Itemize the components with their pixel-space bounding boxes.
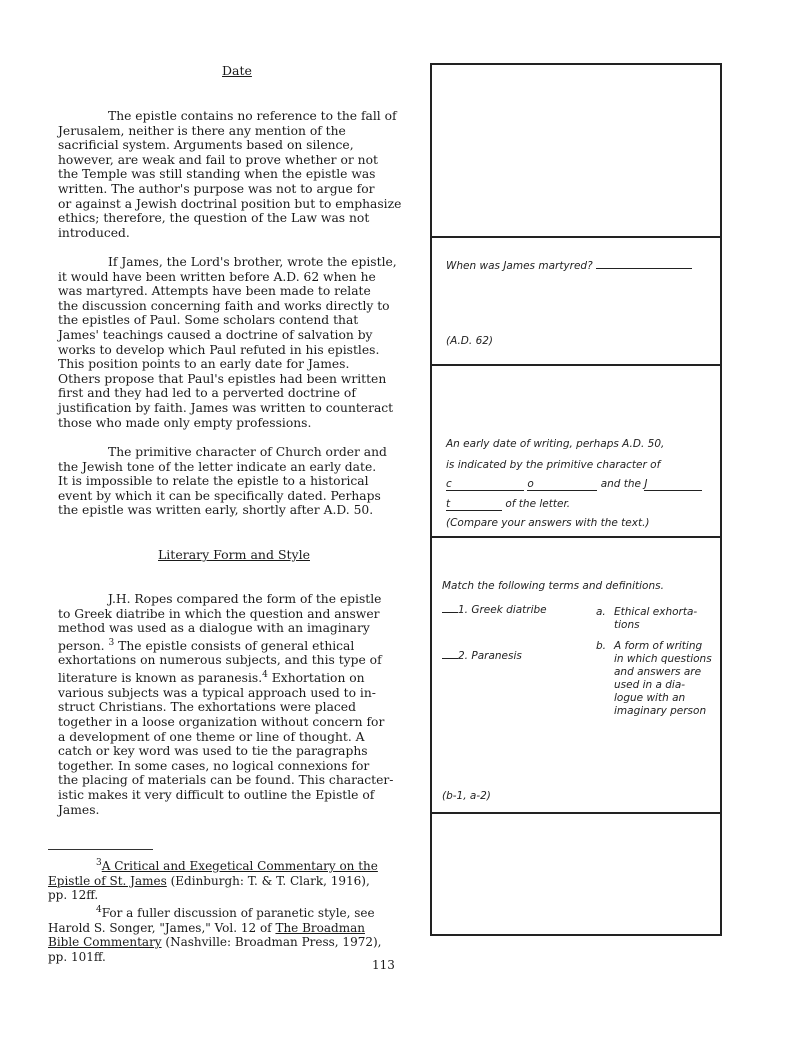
text-run: of the letter. xyxy=(505,498,571,510)
date-paragraph-1 xyxy=(58,109,433,240)
text-run: (Nashville: Broadman Press, 1972), xyxy=(165,935,382,949)
text-line: the Jewish tone of the letter indicate an early date. xyxy=(58,459,377,474)
text-line: istic makes it very difficult to outline the Epistle of xyxy=(58,787,375,802)
blank-letter: o xyxy=(527,478,534,490)
text-run: and the xyxy=(600,478,642,490)
question-line xyxy=(446,478,710,491)
answer-text: (Compare your answers with the text.) xyxy=(446,517,650,529)
footnote-line xyxy=(48,856,410,874)
answer-blank[interactable] xyxy=(442,612,458,613)
text-line: introduced. xyxy=(58,225,130,240)
def-a-line: tions xyxy=(614,619,640,631)
text-line: the epistle was written early, shortly after A.D. 50. xyxy=(58,503,374,518)
footnote-number: 3 xyxy=(96,858,102,868)
footnote-4 xyxy=(48,903,410,964)
def-b-line: in which questions xyxy=(614,653,712,665)
text-line: The primitive character of Church order and xyxy=(108,445,387,459)
footnote-line xyxy=(48,921,410,936)
blank-o[interactable] xyxy=(527,478,597,491)
answer-text: (A.D. 62) xyxy=(446,335,494,347)
text-run: literature is known as paranesis. xyxy=(58,671,263,686)
blank-letter: t xyxy=(446,498,451,510)
text-line: to Greek diatribe in which the question and answer xyxy=(58,606,380,621)
text-line: together in a loose organization without concern for xyxy=(58,714,385,729)
text-line: event by which it can be specifically dated. Perhaps xyxy=(58,488,381,503)
panel-empty-bottom xyxy=(430,812,722,936)
text-line: it would have been written before A.D. 62 when he xyxy=(58,269,376,284)
text-line: exhortations on numerous subjects, and this type of xyxy=(58,653,382,668)
text-line: first and they had led to a perverted doctrine of xyxy=(58,386,356,401)
text-line: the epistles of Paul. Some scholars contend that xyxy=(58,313,359,328)
text-line: the placing of materials can be found. This character- xyxy=(58,773,394,788)
question-text xyxy=(446,260,710,272)
answer-blank[interactable] xyxy=(596,268,692,269)
panel-question-3 xyxy=(430,536,722,814)
question-line: An early date of writing, perhaps A.D. 50, xyxy=(446,438,665,450)
blank-t[interactable] xyxy=(446,498,502,511)
text-line: This position points to an early date for James. xyxy=(58,357,350,372)
text-line: ethics; therefore, the question of the Law was not xyxy=(58,211,370,226)
term-2 xyxy=(442,650,522,662)
question-line xyxy=(446,498,710,511)
text-run: When was James martyred? xyxy=(446,260,593,272)
text-line: struct Christians. The exhortations were placed xyxy=(58,700,356,715)
footnote-line xyxy=(48,935,410,950)
def-a-line: Ethical exhorta- xyxy=(614,606,698,618)
blank-c[interactable] xyxy=(446,478,524,491)
book-title: Epistle of St. James xyxy=(48,873,167,888)
date-heading: Date xyxy=(222,63,252,78)
text-line: those who made only empty professions. xyxy=(58,415,312,430)
term-1 xyxy=(442,604,547,616)
footnote-rule xyxy=(48,849,153,850)
text-line: J.H. Ropes compared the form of the epistle xyxy=(108,592,382,606)
def-b-line: logue with an xyxy=(614,692,686,704)
text-run: The epistle consists of general ethical xyxy=(118,638,355,653)
text-line: the discussion concerning faith and works directly to xyxy=(58,298,390,313)
panel-question-1 xyxy=(430,236,722,366)
book-title: Bible Commentary xyxy=(48,935,162,949)
text-line: however, are weak and fail to prove whether or not xyxy=(58,152,378,167)
footnote-line xyxy=(48,903,410,921)
text-run: Harold S. Songer, "James," Vol. 12 of xyxy=(48,920,272,935)
text-line: Jerusalem, neither is there any mention of the xyxy=(58,123,346,138)
text-run: For a fuller discussion of paranetic style, see xyxy=(101,906,375,920)
text-line: method was used as a dialogue with an imaginary xyxy=(58,621,370,636)
text-line: justification by faith. James was written to counteract xyxy=(58,400,394,415)
text-line: If James, the Lord's brother, wrote the epistle, xyxy=(108,255,397,269)
blank-letter: c xyxy=(446,478,452,490)
def-a-label: a. xyxy=(596,606,606,618)
def-b-label: b. xyxy=(596,640,607,652)
text-line: a development of one theme or line of thought. A xyxy=(58,729,365,744)
text-run: person. xyxy=(58,638,105,653)
text-line: written. The author's purpose was not to argue for xyxy=(58,181,375,196)
footnote-line: pp. 12ff. xyxy=(48,888,99,902)
text-line: James' teachings caused a doctrine of salvation by xyxy=(58,327,373,342)
def-b-line: used in a dia- xyxy=(614,679,686,691)
panel-empty-top xyxy=(430,63,722,238)
text-line: or against a Jewish doctrinal position but to emphasize xyxy=(58,196,402,211)
footnote-ref-3: 3 xyxy=(108,637,115,648)
answer-blank[interactable] xyxy=(442,658,458,659)
page-number: 113 xyxy=(372,958,395,972)
literary-heading: Literary Form and Style xyxy=(158,547,310,562)
date-paragraph-2 xyxy=(58,255,433,430)
panel-question-2 xyxy=(430,364,722,538)
text-line xyxy=(58,636,433,654)
footnote-3 xyxy=(48,856,410,903)
instruction-text: Match the following terms and definitions. xyxy=(442,580,664,592)
text-line: catch or key word was used to tie the paragraphs xyxy=(58,744,368,759)
question-line: is indicated by the primitive character of xyxy=(446,459,661,471)
term-label: 1. Greek diatribe xyxy=(458,604,547,616)
book-title: The Broadman xyxy=(275,920,365,935)
footnote-line xyxy=(48,874,410,889)
text-line: Others propose that Paul's epistles had been written xyxy=(58,371,387,386)
def-b-line: and answers are xyxy=(614,666,702,678)
def-b-line: A form of writing xyxy=(614,640,703,652)
text-line: James. xyxy=(58,802,100,817)
blank-j[interactable] xyxy=(644,478,702,491)
literary-paragraph xyxy=(58,592,433,817)
text-line: The epistle contains no reference to the fall of xyxy=(108,109,397,123)
def-b-line: imaginary person xyxy=(614,705,707,717)
blank-letter: J xyxy=(644,478,648,490)
footnote-number: 4 xyxy=(96,905,102,915)
answer-text: (b-1, a-2) xyxy=(442,790,491,802)
date-paragraph-3 xyxy=(58,445,433,518)
text-line: various subjects was a typical approach used to in- xyxy=(58,685,376,700)
footnote-ref-4: 4 xyxy=(262,670,268,681)
text-line: It is impossible to relate the epistle to a historical xyxy=(58,474,369,489)
text-run: Exhortation on xyxy=(271,671,365,686)
book-title: A Critical and Exegetical Commentary on the xyxy=(101,859,378,873)
text-line: the Temple was still standing when the epistle was xyxy=(58,167,376,182)
text-line: sacrificial system. Arguments based on silence, xyxy=(58,138,354,153)
term-label: 2. Paranesis xyxy=(458,650,522,662)
text-line: works to develop which Paul refuted in his epistles. xyxy=(58,342,380,357)
text-line xyxy=(58,668,433,686)
text-run: (Edinburgh: T. & T. Clark, 1916), xyxy=(170,873,370,888)
text-line: was martyred. Attempts have been made to relate xyxy=(58,284,371,299)
text-line: together. In some cases, no logical connexions for xyxy=(58,758,370,773)
footnote-line: pp. 101ff. xyxy=(48,949,106,964)
